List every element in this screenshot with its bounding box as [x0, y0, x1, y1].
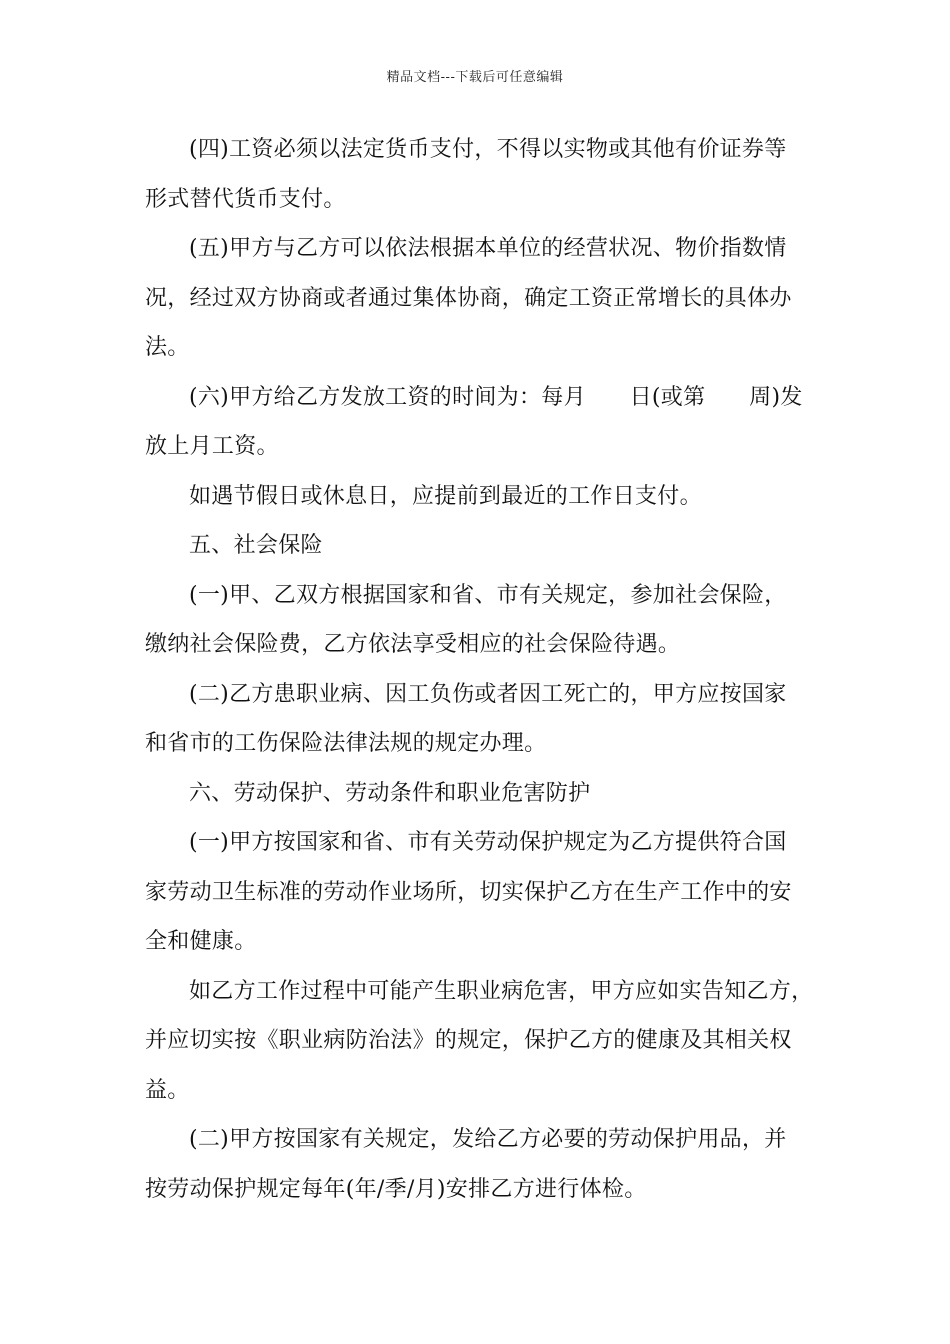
- section-heading: 六、劳动保护、劳动条件和职业危害防护: [189, 780, 591, 806]
- page-header: 精品文档---下载后可任意编辑: [386, 70, 564, 85]
- paragraph-line: (六)甲方给乙方发放工资的时间为：每月 日(或第 周)发: [189, 384, 803, 410]
- paragraph-line: 全和健康。: [145, 929, 257, 954]
- paragraph-line: 家劳动卫生标准的劳动作业场所，切实保护乙方在生产工作中的安: [145, 879, 792, 905]
- paragraph-line: (五)甲方与乙方可以依法根据本单位的经营状况、物价指数情: [189, 236, 787, 261]
- paragraph-line: (一)甲方按国家和省、市有关劳动保护规定为乙方提供符合国: [189, 830, 787, 855]
- paragraph-line: 如乙方工作过程中可能产生职业病危害，甲方应如实告知乙方，: [189, 978, 814, 1004]
- paragraph-line: 法。: [145, 335, 190, 360]
- paragraph-line: 况，经过双方协商或者通过集体协商，确定工资正常增长的具体办: [145, 285, 792, 311]
- paragraph-line: 益。: [145, 1077, 190, 1103]
- paragraph-line: 放上月工资。: [145, 434, 279, 459]
- paragraph-line: (二)甲方按国家有关规定，发给乙方必要的劳动保护用品，并: [189, 1127, 787, 1152]
- paragraph-line: (四)工资必须以法定货币支付，不得以实物或其他有价证券等: [189, 137, 787, 162]
- paragraph-line: 按劳动保护规定每年(年/季/月)安排乙方进行体检。: [145, 1176, 647, 1202]
- paragraph-line: 并应切实按《职业病防治法》的规定，保护乙方的健康及其相关权: [145, 1028, 792, 1053]
- paragraph-line: 和省市的工伤保险法律法规的规定办理。: [145, 731, 547, 756]
- section-heading: 五、社会保险: [189, 533, 323, 558]
- paragraph-line: 如遇节假日或休息日，应提前到最近的工作日支付。: [189, 483, 702, 509]
- document-body: [145, 130, 825, 1219]
- paragraph-line: (二)乙方患职业病、因工负伤或者因工死亡的，甲方应按国家: [189, 681, 787, 707]
- paragraph-line: 形式替代货币支付。: [145, 186, 346, 212]
- paragraph-line: 缴纳社会保险费，乙方依法享受相应的社会保险待遇。: [145, 632, 681, 657]
- paragraph-line: (一)甲、乙双方根据国家和省、市有关规定，参加社会保险，: [189, 582, 787, 608]
